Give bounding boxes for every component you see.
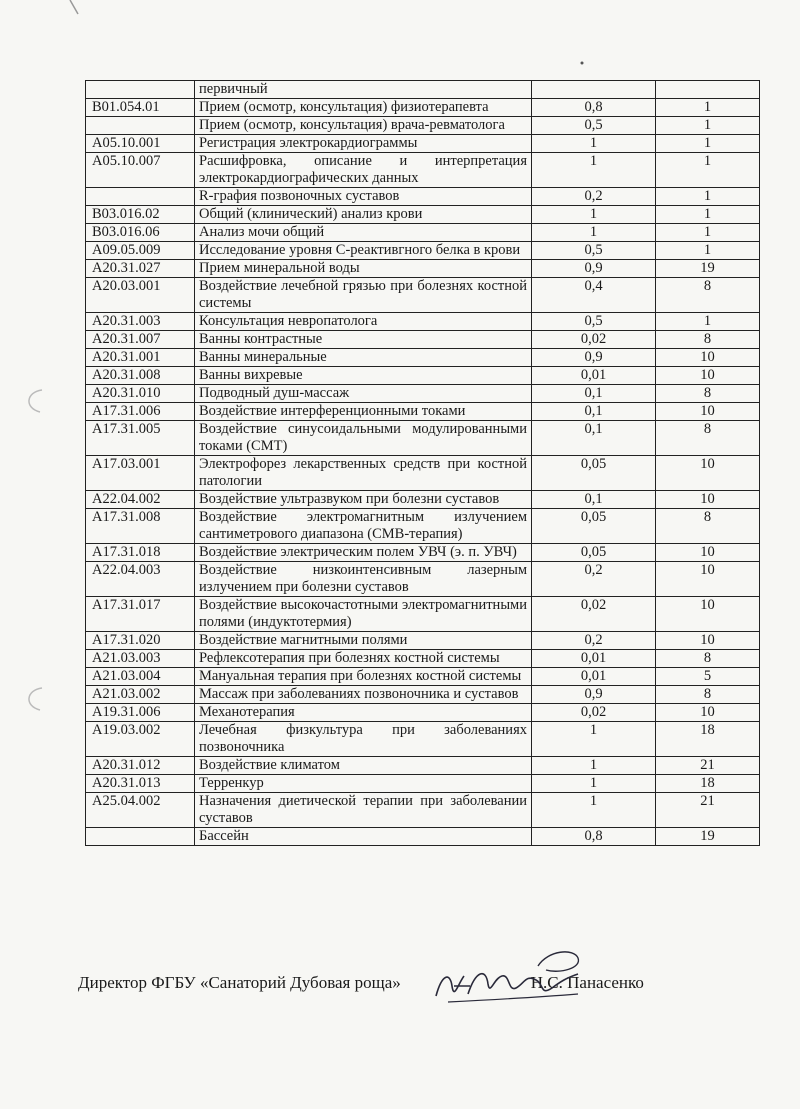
service-name-cell: Прием (осмотр, консультация) врача-ревматолога — [195, 117, 532, 135]
coefficient-cell: 0,02 — [532, 597, 656, 632]
code-cell: В03.016.06 — [86, 224, 195, 242]
code-cell: А17.31.018 — [86, 544, 195, 562]
quantity-cell: 10 — [656, 562, 760, 597]
service-name-cell: Рефлексотерапия при болезнях костной системы — [195, 650, 532, 668]
coefficient-cell: 0,01 — [532, 367, 656, 385]
code-cell: А22.04.003 — [86, 562, 195, 597]
code-cell: А21.03.004 — [86, 668, 195, 686]
service-name-cell: Лечебная физкультура при заболеваниях позвоночника — [195, 722, 532, 757]
table-row — [86, 331, 760, 349]
table-row — [86, 704, 760, 722]
code-cell: В03.016.02 — [86, 206, 195, 224]
code-cell — [86, 81, 195, 99]
director-position: Директор ФГБУ «Санаторий Дубовая роща» — [78, 973, 401, 992]
coefficient-cell: 0,05 — [532, 456, 656, 491]
quantity-cell: 1 — [656, 224, 760, 242]
table-row — [86, 509, 760, 544]
code-cell: А20.31.013 — [86, 775, 195, 793]
quantity-cell: 10 — [656, 632, 760, 650]
quantity-cell: 1 — [656, 153, 760, 188]
service-name-cell: первичный — [195, 81, 532, 99]
services-table — [85, 80, 760, 846]
coefficient-cell: 0,01 — [532, 668, 656, 686]
table-row — [86, 99, 760, 117]
quantity-cell: 10 — [656, 491, 760, 509]
table-row — [86, 686, 760, 704]
service-name-cell: Ванны минеральные — [195, 349, 532, 367]
coefficient-cell: 0,2 — [532, 188, 656, 206]
table-row — [86, 491, 760, 509]
table-row — [86, 793, 760, 828]
service-name-cell: Ванны вихревые — [195, 367, 532, 385]
quantity-cell: 8 — [656, 331, 760, 349]
coefficient-cell: 0,8 — [532, 99, 656, 117]
code-cell: А09.05.009 — [86, 242, 195, 260]
service-name-cell: R-графия позвоночных суставов — [195, 188, 532, 206]
quantity-cell: 10 — [656, 456, 760, 491]
director-name: Н.С. Панасенко — [530, 973, 644, 992]
table-row — [86, 81, 760, 99]
quantity-cell: 8 — [656, 509, 760, 544]
table-row — [86, 188, 760, 206]
table-row — [86, 722, 760, 757]
coefficient-cell: 0,05 — [532, 544, 656, 562]
code-cell: А20.31.010 — [86, 385, 195, 403]
coefficient-cell: 0,05 — [532, 509, 656, 544]
code-cell: А19.03.002 — [86, 722, 195, 757]
table-row — [86, 385, 760, 403]
table-row — [86, 278, 760, 313]
table-row — [86, 757, 760, 775]
code-cell — [86, 117, 195, 135]
service-name-cell: Электрофорез лекарственных средств при костной патологии — [195, 456, 532, 491]
coefficient-cell: 0,1 — [532, 491, 656, 509]
coefficient-cell: 0,02 — [532, 704, 656, 722]
quantity-cell: 21 — [656, 757, 760, 775]
quantity-cell: 19 — [656, 828, 760, 846]
quantity-cell: 1 — [656, 313, 760, 331]
code-cell — [86, 828, 195, 846]
quantity-cell: 18 — [656, 775, 760, 793]
quantity-cell — [656, 81, 760, 99]
quantity-cell: 1 — [656, 99, 760, 117]
code-cell: А05.10.001 — [86, 135, 195, 153]
table-row — [86, 313, 760, 331]
quantity-cell: 1 — [656, 135, 760, 153]
quantity-cell: 1 — [656, 117, 760, 135]
service-name-cell: Воздействие низкоинтенсивным лазерным излучением при болезни суставов — [195, 562, 532, 597]
coefficient-cell: 1 — [532, 757, 656, 775]
code-cell: А20.31.027 — [86, 260, 195, 278]
table-row — [86, 456, 760, 491]
quantity-cell: 8 — [656, 421, 760, 456]
coefficient-cell: 0,8 — [532, 828, 656, 846]
coefficient-cell: 0,9 — [532, 349, 656, 367]
service-name-cell: Анализ мочи общий — [195, 224, 532, 242]
coefficient-cell: 0,1 — [532, 385, 656, 403]
coefficient-cell: 1 — [532, 153, 656, 188]
service-name-cell: Воздействие электромагнитным излучением сантиметрового диапазона (СМВ-терапия) — [195, 509, 532, 544]
service-name-cell: Назначения диетической терапии при заболевании суставов — [195, 793, 532, 828]
code-cell: А20.31.001 — [86, 349, 195, 367]
code-cell: А05.10.007 — [86, 153, 195, 188]
code-cell — [86, 188, 195, 206]
service-name-cell: Воздействие ультразвуком при болезни суставов — [195, 491, 532, 509]
service-name-cell: Прием минеральной воды — [195, 260, 532, 278]
code-cell: А20.03.001 — [86, 278, 195, 313]
coefficient-cell: 1 — [532, 722, 656, 757]
code-cell: А21.03.002 — [86, 686, 195, 704]
code-cell: А17.03.001 — [86, 456, 195, 491]
service-name-cell: Воздействие магнитными полями — [195, 632, 532, 650]
punch-hole-mark — [22, 388, 46, 414]
scan-mark — [68, 0, 88, 23]
quantity-cell: 1 — [656, 242, 760, 260]
quantity-cell: 8 — [656, 278, 760, 313]
signature-line — [78, 973, 738, 993]
service-name-cell: Бассейн — [195, 828, 532, 846]
coefficient-cell: 1 — [532, 224, 656, 242]
coefficient-cell — [532, 81, 656, 99]
table-row — [86, 117, 760, 135]
table-row — [86, 544, 760, 562]
service-name-cell: Подводный душ-массаж — [195, 385, 532, 403]
service-name-cell: Воздействие интерференционными токами — [195, 403, 532, 421]
pen-dot — [578, 54, 586, 72]
service-name-cell: Воздействие климатом — [195, 757, 532, 775]
quantity-cell: 10 — [656, 349, 760, 367]
coefficient-cell: 0,5 — [532, 313, 656, 331]
quantity-cell: 10 — [656, 544, 760, 562]
coefficient-cell: 0,9 — [532, 686, 656, 704]
coefficient-cell: 0,1 — [532, 403, 656, 421]
service-name-cell: Воздействие лечебной грязью при болезнях костной системы — [195, 278, 532, 313]
coefficient-cell: 0,2 — [532, 632, 656, 650]
quantity-cell: 1 — [656, 206, 760, 224]
quantity-cell: 1 — [656, 188, 760, 206]
coefficient-cell: 0,5 — [532, 242, 656, 260]
coefficient-cell: 0,4 — [532, 278, 656, 313]
service-name-cell: Расшифровка, описание и интерпретация электрокардиографических данных — [195, 153, 532, 188]
service-name-cell: Механотерапия — [195, 704, 532, 722]
coefficient-cell: 1 — [532, 775, 656, 793]
table-row — [86, 403, 760, 421]
service-name-cell: Массаж при заболеваниях позвоночника и суставов — [195, 686, 532, 704]
table-row — [86, 650, 760, 668]
quantity-cell: 10 — [656, 367, 760, 385]
quantity-cell: 18 — [656, 722, 760, 757]
code-cell: А20.31.012 — [86, 757, 195, 775]
service-name-cell: Воздействие электрическим полем УВЧ (э. п. УВЧ) — [195, 544, 532, 562]
service-name-cell: Мануальная терапия при болезнях костной системы — [195, 668, 532, 686]
table-row — [86, 135, 760, 153]
code-cell: А20.31.007 — [86, 331, 195, 349]
table-row — [86, 775, 760, 793]
coefficient-cell: 0,01 — [532, 650, 656, 668]
service-name-cell: Консультация невропатолога — [195, 313, 532, 331]
code-cell: А20.31.003 — [86, 313, 195, 331]
quantity-cell: 19 — [656, 260, 760, 278]
punch-hole-mark — [22, 686, 46, 712]
service-name-cell: Общий (клинический) анализ крови — [195, 206, 532, 224]
quantity-cell: 8 — [656, 650, 760, 668]
table-row — [86, 206, 760, 224]
service-name-cell: Исследование уровня С-реактивгного белка в крови — [195, 242, 532, 260]
table-row — [86, 668, 760, 686]
code-cell: А20.31.008 — [86, 367, 195, 385]
quantity-cell: 8 — [656, 686, 760, 704]
service-name-cell: Регистрация электрокардиограммы — [195, 135, 532, 153]
service-name-cell: Терренкур — [195, 775, 532, 793]
quantity-cell: 10 — [656, 403, 760, 421]
code-cell: В01.054.01 — [86, 99, 195, 117]
code-cell: А22.04.002 — [86, 491, 195, 509]
service-name-cell: Воздействие синусоидальными модулированными токами (СМТ) — [195, 421, 532, 456]
table-row — [86, 367, 760, 385]
code-cell: А25.04.002 — [86, 793, 195, 828]
coefficient-cell: 0,5 — [532, 117, 656, 135]
table-row — [86, 562, 760, 597]
coefficient-cell: 1 — [532, 135, 656, 153]
coefficient-cell: 0,2 — [532, 562, 656, 597]
code-cell: А17.31.006 — [86, 403, 195, 421]
coefficient-cell: 0,02 — [532, 331, 656, 349]
table-row — [86, 632, 760, 650]
quantity-cell: 8 — [656, 385, 760, 403]
code-cell: А21.03.003 — [86, 650, 195, 668]
quantity-cell: 10 — [656, 704, 760, 722]
handwritten-signature — [428, 944, 588, 1014]
table-row — [86, 242, 760, 260]
table-row — [86, 421, 760, 456]
table-row — [86, 828, 760, 846]
table-row — [86, 153, 760, 188]
coefficient-cell: 1 — [532, 206, 656, 224]
table-row — [86, 224, 760, 242]
code-cell: А17.31.020 — [86, 632, 195, 650]
service-name-cell: Прием (осмотр, консультация) физиотерапевта — [195, 99, 532, 117]
service-name-cell: Ванны контрастные — [195, 331, 532, 349]
coefficient-cell: 0,1 — [532, 421, 656, 456]
code-cell: А17.31.005 — [86, 421, 195, 456]
table-row — [86, 597, 760, 632]
coefficient-cell: 0,9 — [532, 260, 656, 278]
quantity-cell: 10 — [656, 597, 760, 632]
service-name-cell: Воздействие высокочастотными электромагнитными полями (индуктотермия) — [195, 597, 532, 632]
table-row — [86, 349, 760, 367]
code-cell: А17.31.008 — [86, 509, 195, 544]
quantity-cell: 21 — [656, 793, 760, 828]
quantity-cell: 5 — [656, 668, 760, 686]
code-cell: А17.31.017 — [86, 597, 195, 632]
code-cell: А19.31.006 — [86, 704, 195, 722]
coefficient-cell: 1 — [532, 793, 656, 828]
table-row — [86, 260, 760, 278]
